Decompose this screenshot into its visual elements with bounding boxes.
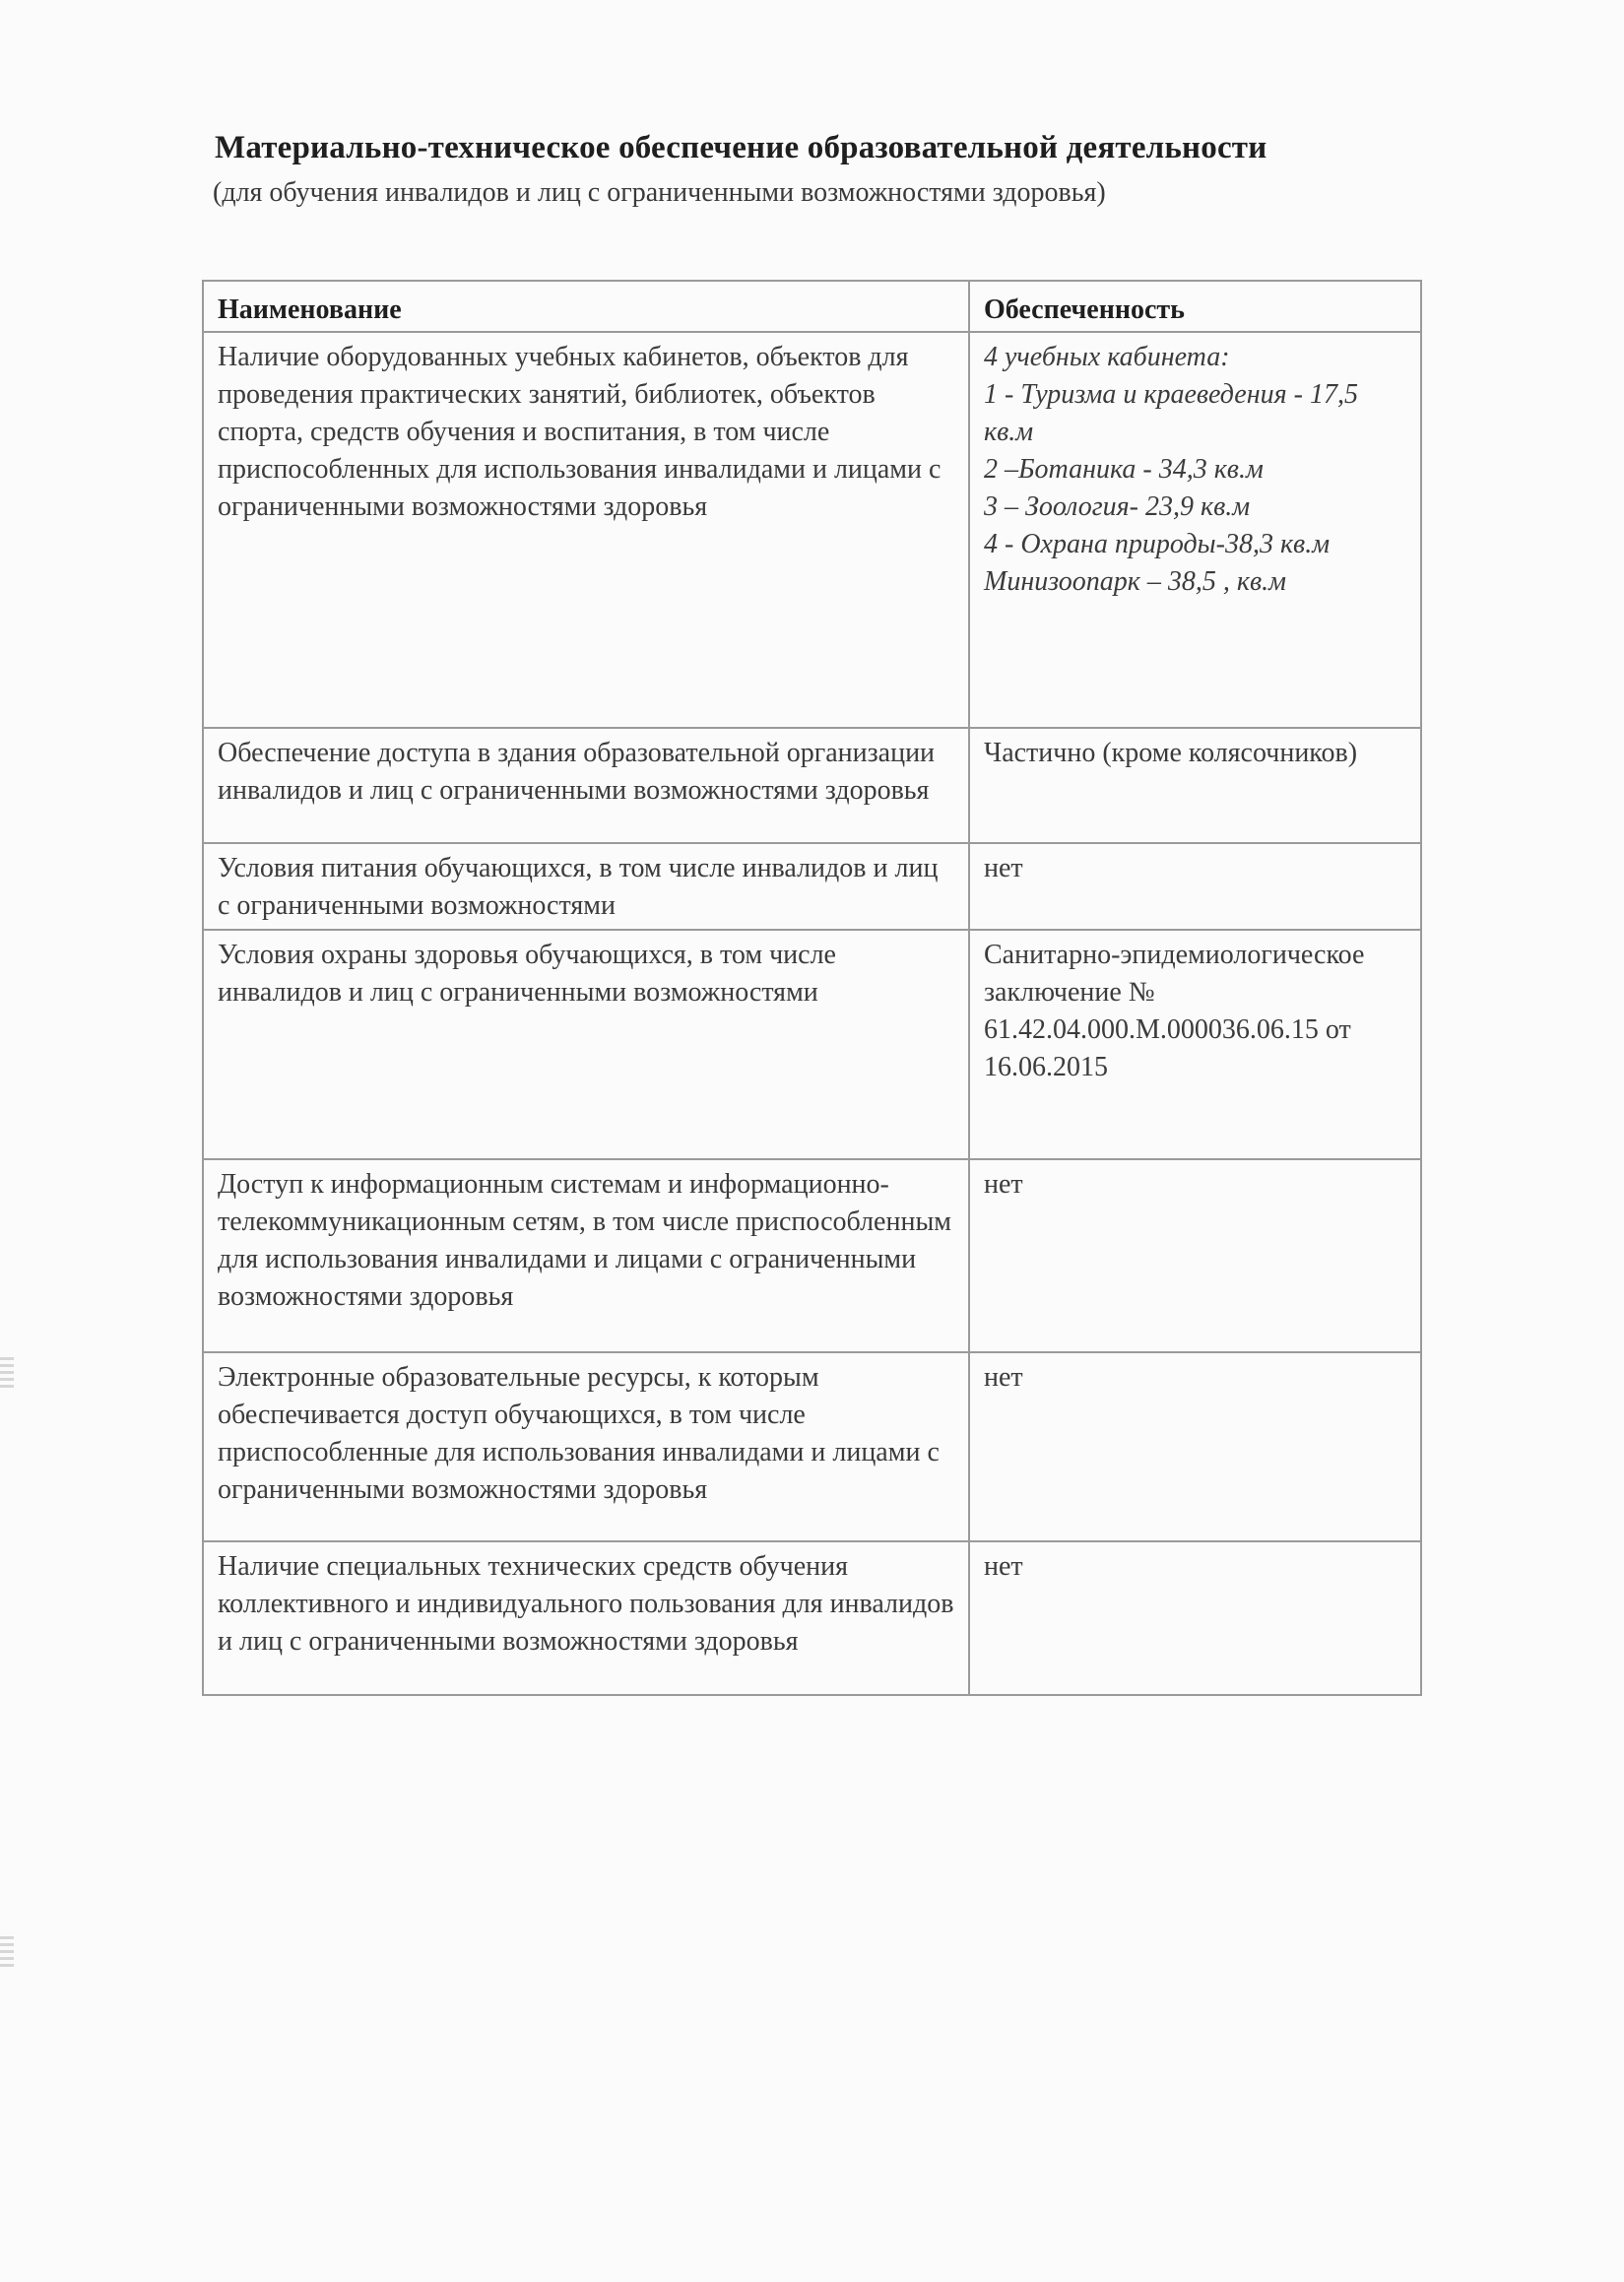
row-name-cell: Обеспечение доступа в здания образовательной организации инвалидов и лиц с ограниченными возможностями здоровья [203, 728, 969, 843]
column-header-provision: Обеспеченность [969, 281, 1421, 332]
row-value-cell: нет [969, 1541, 1421, 1695]
row-value-cell: 4 учебных кабинета: 1 - Туризма и краеведения - 17,5 кв.м 2 –Ботаника - 34,3 кв.м 3 – Зоология- 23,9 кв.м 4 - Охрана природы-38,3 кв.м Минизоопарк – 38,5 , кв.м [969, 332, 1421, 728]
row-name-cell: Условия питания обучающихся, в том числе инвалидов и лиц с ограниченными возможностями [203, 843, 969, 930]
document-subtitle: (для обучения инвалидов и лиц с ограниченными возможностями здоровья) [213, 177, 1106, 208]
scan-edge-mark [0, 1936, 14, 1970]
table-row [203, 930, 1421, 1159]
row-name-cell: Наличие специальных технических средств обучения коллективного и индивидуального пользования для инвалидов и лиц с ограниченными возможностями здоровья [203, 1541, 969, 1695]
row-name-cell: Доступ к информационным системам и информационно-телекоммуникационным сетям, в том числе приспособленным для использования инвалидами и лицами с ограниченными возможностями здоровья [203, 1159, 969, 1352]
row-name-cell: Условия охраны здоровья обучающихся, в том числе инвалидов и лиц с ограниченными возможностями [203, 930, 969, 1159]
row-value-cell: нет [969, 1352, 1421, 1541]
row-name-cell: Наличие оборудованных учебных кабинетов, объектов для проведения практических занятий, библиотек, объектов спорта, средств обучения и воспитания, в том числе приспособленных для использования инвалидами и лицами с ограниченными возможностями здоровья [203, 332, 969, 728]
row-name-cell: Электронные образовательные ресурсы, к которым обеспечивается доступ обучающихся, в том числе приспособленные для использования инвалидами и лицами с ограниченными возможностями здоровья [203, 1352, 969, 1541]
row-value-cell: Частично (кроме колясочников) [969, 728, 1421, 843]
table-row [203, 1541, 1421, 1695]
table-row [203, 332, 1421, 728]
provision-table [202, 280, 1422, 1696]
row-value-cell: нет [969, 1159, 1421, 1352]
table-row [203, 843, 1421, 930]
table-row [203, 1159, 1421, 1352]
document-title: Материально-техническое обеспечение образовательной деятельности [215, 130, 1267, 165]
column-header-name: Наименование [203, 281, 969, 332]
table-row [203, 728, 1421, 843]
table-row [203, 1352, 1421, 1541]
table-header-row [203, 281, 1421, 332]
row-value-cell: Санитарно-эпидемиологическое заключение № 61.42.04.000.М.000036.06.15 от 16.06.2015 [969, 930, 1421, 1159]
row-value-cell: нет [969, 843, 1421, 930]
scan-edge-mark [0, 1357, 14, 1391]
